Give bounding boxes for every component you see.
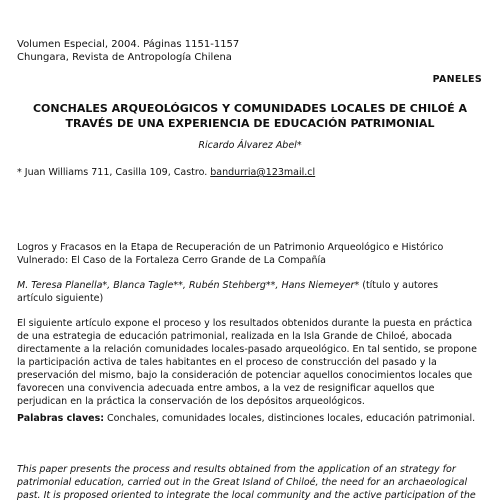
paper-title-line-2: TRAVÉS DE UNA EXPERIENCIA DE EDUCACIÓN PATRIMONIAL — [65, 117, 435, 130]
related-title-line-2: Vulnerado: El Caso de la Fortaleza Cerro Grande de La Compañía — [17, 255, 326, 266]
abstract-es-line: la participación activa de tales habitantes en el proceso de construcción del pasado y la — [17, 357, 437, 368]
related-authors-note: (título y autores — [359, 280, 439, 291]
author-affiliation — [17, 167, 315, 178]
abstract-en-line: past. It is proposed oriented to integrate the local community and the active participation of the — [17, 490, 476, 501]
journal-volume-line: Volumen Especial, 2004. Páginas 1151-1157 — [17, 39, 240, 50]
paper-title-line-1: CONCHALES ARQUEOLÓGICOS Y COMUNIDADES LOCALES DE CHILOÉ A — [32, 102, 468, 115]
abstract-es-line: de una estrategia de educación patrimonial, realizada en la Isla Grande de Chiloé, abocada — [17, 331, 453, 342]
abstract-es-line: perjudican en la práctica la conservación de los depósitos arqueológicos. — [17, 396, 365, 407]
abstract-es-line: directamente a la relación comunidades locales-pasado arqueológico. En tal sentido, se propone — [17, 344, 477, 355]
abstract-es-line: preservación del mismo, bajo la consideración de potenciar aquellos conocimientos locales que — [17, 370, 473, 381]
related-title-line-1: Logros y Fracasos en la Etapa de Recuperación de un Patrimonio Arqueológico e Histórico — [17, 242, 444, 253]
keywords-label: Palabras claves: — [17, 413, 105, 424]
keywords-line — [17, 412, 475, 425]
abstract-es-line: El siguiente artículo expone el proceso y los resultados obtenidos durante la puesta en práctica — [17, 318, 473, 329]
related-authors-line-2: artículo siguiente) — [17, 293, 104, 304]
journal-name-line: Chungara, Revista de Antropología Chilena — [17, 52, 232, 63]
keywords-text: Conchales, comunidades locales, distinciones locales, educación patrimonial. — [104, 413, 476, 424]
abstract-es-line: favorecen una convivencia adecuada entre ambos, a la vez de resignificar aquellos que — [17, 383, 435, 394]
abstract-en-line: This paper presents the process and results obtained from the application of an strategy for — [17, 464, 456, 475]
abstract-en-line: patrimonial education, carried out in the Great Island of Chiloé, the need for an archaeological — [17, 477, 468, 488]
related-authors-names: M. Teresa Planella*, Blanca Tagle**, Rubén Stehberg**, Hans Niemeyer* — [17, 280, 360, 291]
author-name: Ricardo Álvarez Abel* — [198, 140, 302, 151]
related-authors-line-1 — [17, 279, 438, 292]
author-email-link[interactable]: bandurria@123mail.cl — [210, 167, 316, 178]
affiliation-address: * Juan Williams 711, Casilla 109, Castro. — [17, 167, 211, 178]
section-label: PANELES — [432, 74, 482, 85]
